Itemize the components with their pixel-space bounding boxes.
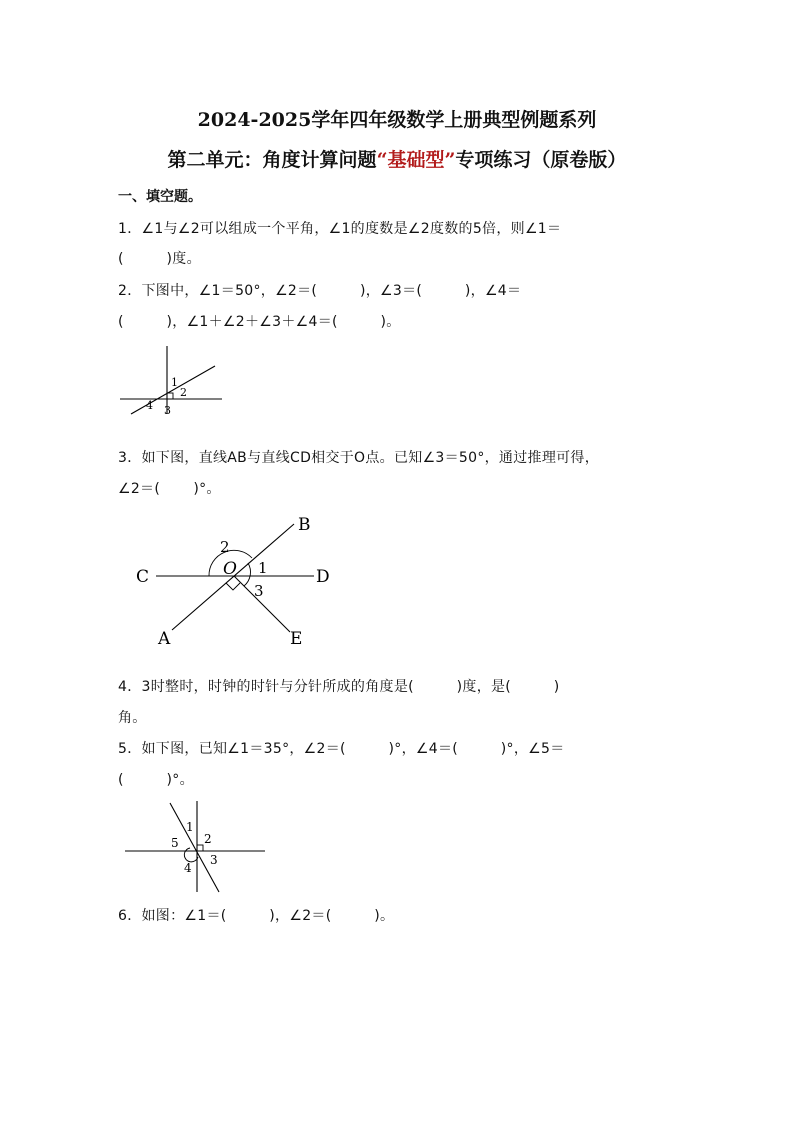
subtitle-part1: 第二单元：角度计算问题 xyxy=(167,149,377,171)
document-subtitle xyxy=(0,145,794,172)
q1-line1: 1．∠1与∠2可以组成一个平角，∠1的度数是∠2度数的5倍，则∠1＝ xyxy=(118,221,562,237)
document-title: 2024-2025学年四年级数学上册典型例题系列 xyxy=(197,109,597,131)
section-heading: 一、填空题。 xyxy=(118,189,202,205)
q3-label-2: 2 xyxy=(220,538,230,556)
subtitle-part3: 专项练习（原卷版） xyxy=(455,149,627,171)
q2-label-3: 3 xyxy=(164,404,171,417)
q2-label-2: 2 xyxy=(180,386,187,399)
q2-figure xyxy=(118,342,228,422)
q3-label-e: E xyxy=(290,629,303,649)
q4-line1: 4．3时整时，时钟的时针与分针所成的角度是( )度，是( ) xyxy=(118,679,560,695)
q2-right-angle-mark xyxy=(167,393,173,399)
q3-label-o: O xyxy=(223,559,237,579)
q6-line1: 6．如图：∠1＝( )，∠2＝( )。 xyxy=(118,908,395,924)
q3-label-3: 3 xyxy=(254,582,264,600)
q2-slanted-line xyxy=(131,366,215,414)
q3-label-c: C xyxy=(136,567,150,587)
q5-figure xyxy=(118,798,273,898)
subtitle-highlight: “基础型” xyxy=(376,149,456,171)
q5-label-1: 1 xyxy=(186,820,194,834)
q2-label-1: 1 xyxy=(171,376,178,389)
q2-label-4: 4 xyxy=(146,399,153,412)
q3-label-b: B xyxy=(298,515,311,535)
q5-label-4: 4 xyxy=(184,861,192,875)
q3-label-d: D xyxy=(316,567,330,587)
q2-line2: ( )，∠1＋∠2＋∠3＋∠4＝( )。 xyxy=(118,314,401,330)
q3-line2: ∠2＝( )°。 xyxy=(118,481,221,497)
q1-line2: ( )度。 xyxy=(118,251,201,267)
q5-label-2: 2 xyxy=(204,832,212,846)
q5-label-3: 3 xyxy=(210,853,218,867)
q3-right-angle-mark xyxy=(226,583,240,590)
q5-label-5: 5 xyxy=(171,836,179,850)
q5-line1: 5．如下图，已知∠1＝35°，∠2＝( )°，∠4＝( )°，∠5＝ xyxy=(118,741,565,757)
q5-right-angle-mark xyxy=(197,845,203,851)
q3-line1: 3．如下图，直线AB与直线CD相交于O点。已知∠3＝50°，通过推理可得， xyxy=(118,450,600,466)
q2-line1: 2．下图中，∠1＝50°，∠2＝( )，∠3＝( )，∠4＝ xyxy=(118,283,522,299)
q4-line2: 角。 xyxy=(118,710,147,726)
q3-label-a: A xyxy=(158,629,171,649)
q3-figure xyxy=(130,508,350,653)
q5-line2: ( )°。 xyxy=(118,772,194,788)
q3-label-1: 1 xyxy=(258,559,268,577)
